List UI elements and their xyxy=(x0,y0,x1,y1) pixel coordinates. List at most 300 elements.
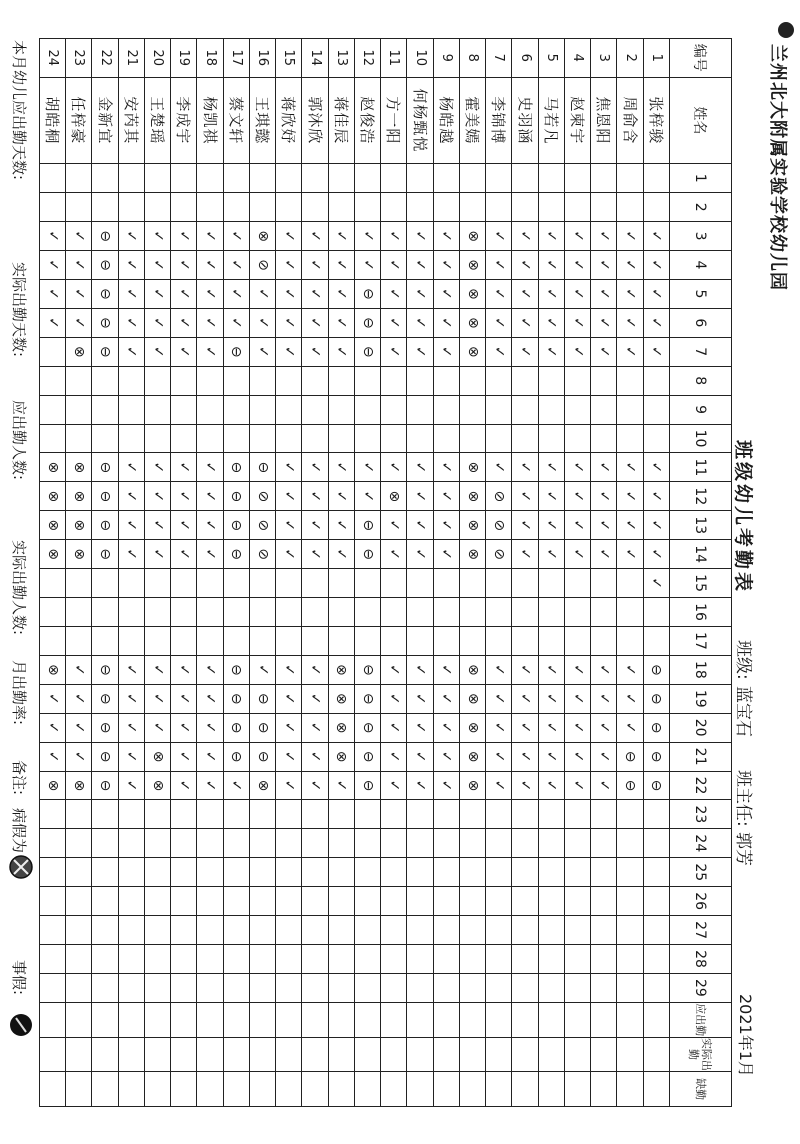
attendance-mark: ✓ xyxy=(275,539,302,569)
attendance-mark xyxy=(459,886,486,916)
attendance-mark xyxy=(92,828,119,858)
attendance-mark: ✓ xyxy=(407,279,434,309)
attendance-mark: ✓ xyxy=(643,510,670,540)
attendance-mark xyxy=(407,944,434,974)
attendance-mark xyxy=(643,973,670,1003)
child-name: 金新宜 xyxy=(92,77,119,165)
attendance-mark xyxy=(39,886,66,916)
attendance-mark xyxy=(328,915,355,945)
attendance-mark xyxy=(590,944,617,974)
attendance-mark xyxy=(433,395,460,425)
attendance-mark: ✓ xyxy=(407,655,434,685)
attendance-mark xyxy=(302,828,329,858)
attendance-mark xyxy=(354,192,381,222)
attendance-mark xyxy=(564,597,591,627)
attendance-mark: ✓ xyxy=(433,539,460,569)
attendance-mark xyxy=(249,857,276,887)
attendance-mark xyxy=(197,395,224,425)
attendance-mark: ✓ xyxy=(197,452,224,482)
attendance-mark xyxy=(249,366,276,396)
child-name: 郭沐欣 xyxy=(302,77,329,165)
attendance-mark: ✓ xyxy=(407,452,434,482)
attendance-mark: ✓ xyxy=(275,481,302,511)
summary-cell xyxy=(564,1037,591,1073)
attendance-mark: ✓ xyxy=(617,481,644,511)
attendance-mark: ✓ xyxy=(643,221,670,251)
attendance-mark: ✓ xyxy=(590,221,617,251)
attendance-mark xyxy=(275,626,302,656)
attendance-mark: ✓ xyxy=(538,684,565,714)
summary-cell xyxy=(512,1037,539,1073)
attendance-mark xyxy=(65,192,92,222)
attendance-mark: ✓ xyxy=(538,452,565,482)
attendance-mark xyxy=(459,857,486,887)
attendance-mark: ⊖ xyxy=(92,221,119,251)
attendance-mark: ⊖ xyxy=(354,279,381,309)
attendance-mark xyxy=(643,366,670,396)
attendance-mark xyxy=(328,163,355,193)
attendance-mark: ✓ xyxy=(144,481,171,511)
attendance-mark xyxy=(118,828,145,858)
attendance-mark xyxy=(485,192,512,222)
attendance-mark xyxy=(65,597,92,627)
attendance-mark xyxy=(590,828,617,858)
attendance-mark: ✓ xyxy=(144,539,171,569)
child-name: 蒋佳辰 xyxy=(328,77,355,165)
attendance-mark xyxy=(328,568,355,598)
attendance-mark xyxy=(275,799,302,829)
attendance-mark xyxy=(302,799,329,829)
attendance-mark xyxy=(249,973,276,1003)
col-header-day: 12 xyxy=(669,481,732,511)
attendance-mark xyxy=(170,192,197,222)
attendance-mark: ✓ xyxy=(118,684,145,714)
attendance-mark: ✓ xyxy=(433,337,460,367)
attendance-mark xyxy=(197,424,224,454)
attendance-mark: ⊗ xyxy=(65,481,92,511)
attendance-mark xyxy=(433,857,460,887)
summary-cell xyxy=(328,1037,355,1073)
summary-cell xyxy=(512,1071,539,1107)
attendance-mark xyxy=(197,799,224,829)
attendance-mark xyxy=(197,944,224,974)
attendance-mark: ⊖ xyxy=(223,452,250,482)
col-header-day: 25 xyxy=(669,857,732,887)
attendance-mark xyxy=(275,366,302,396)
col-header-day: 20 xyxy=(669,713,732,743)
attendance-mark: ✓ xyxy=(144,250,171,280)
attendance-mark xyxy=(328,192,355,222)
attendance-mark: ✓ xyxy=(144,337,171,367)
summary-cell xyxy=(485,1002,512,1038)
attendance-mark xyxy=(617,915,644,945)
attendance-mark xyxy=(407,915,434,945)
attendance-mark: ✓ xyxy=(170,655,197,685)
attendance-mark xyxy=(223,424,250,454)
summary-cell xyxy=(564,1002,591,1038)
row-number: 6 xyxy=(512,38,539,78)
attendance-mark: ⊗ xyxy=(380,481,407,511)
summary-cell xyxy=(144,1037,171,1073)
attendance-mark: ✓ xyxy=(407,481,434,511)
attendance-mark: ⊗ xyxy=(39,655,66,685)
attendance-mark xyxy=(380,424,407,454)
attendance-mark xyxy=(433,163,460,193)
attendance-mark xyxy=(197,915,224,945)
attendance-mark xyxy=(538,626,565,656)
attendance-mark xyxy=(354,568,381,598)
attendance-mark xyxy=(39,192,66,222)
attendance-mark xyxy=(144,597,171,627)
attendance-mark xyxy=(643,424,670,454)
row-number: 17 xyxy=(223,38,250,78)
attendance-mark: ✓ xyxy=(39,250,66,280)
attendance-mark xyxy=(433,799,460,829)
attendance-mark: ✓ xyxy=(328,539,355,569)
attendance-mark xyxy=(564,828,591,858)
attendance-mark xyxy=(459,163,486,193)
attendance-mark: ⊘ xyxy=(485,510,512,540)
attendance-mark: ✓ xyxy=(407,337,434,367)
attendance-mark: ✓ xyxy=(144,713,171,743)
attendance-mark xyxy=(92,857,119,887)
attendance-mark xyxy=(302,944,329,974)
attendance-mark: ✓ xyxy=(118,452,145,482)
attendance-mark: ✓ xyxy=(512,539,539,569)
attendance-mark: ⊖ xyxy=(92,250,119,280)
attendance-mark xyxy=(170,799,197,829)
attendance-mark xyxy=(380,944,407,974)
attendance-mark xyxy=(590,597,617,627)
attendance-mark: ⊖ xyxy=(249,452,276,482)
attendance-mark: ✓ xyxy=(538,337,565,367)
attendance-mark xyxy=(118,424,145,454)
attendance-mark xyxy=(65,799,92,829)
attendance-mark: ✓ xyxy=(170,221,197,251)
attendance-mark xyxy=(223,163,250,193)
attendance-mark: ✓ xyxy=(197,250,224,280)
attendance-mark: ✓ xyxy=(170,771,197,801)
attendance-mark xyxy=(485,163,512,193)
attendance-mark: ✓ xyxy=(617,337,644,367)
attendance-mark xyxy=(564,857,591,887)
attendance-mark xyxy=(39,337,66,367)
attendance-mark: ⊖ xyxy=(354,684,381,714)
col-header-day: 28 xyxy=(669,944,732,974)
attendance-mark: ✓ xyxy=(433,742,460,772)
attendance-mark xyxy=(144,915,171,945)
attendance-mark: ⊖ xyxy=(92,684,119,714)
attendance-mark xyxy=(407,973,434,1003)
attendance-mark xyxy=(590,915,617,945)
attendance-mark xyxy=(354,626,381,656)
attendance-mark xyxy=(564,568,591,598)
attendance-mark: ✓ xyxy=(433,308,460,338)
attendance-mark xyxy=(617,626,644,656)
attendance-mark: ✓ xyxy=(328,771,355,801)
summary-cell xyxy=(590,1071,617,1107)
attendance-mark: ✓ xyxy=(485,221,512,251)
attendance-mark: ✓ xyxy=(197,742,224,772)
attendance-mark: ✓ xyxy=(65,742,92,772)
row-number: 20 xyxy=(144,38,171,78)
attendance-mark: ✓ xyxy=(223,771,250,801)
attendance-mark: ✓ xyxy=(590,771,617,801)
attendance-mark xyxy=(275,597,302,627)
attendance-mark xyxy=(65,915,92,945)
attendance-mark: ✓ xyxy=(380,250,407,280)
col-header-day: 27 xyxy=(669,915,732,945)
attendance-mark: ✓ xyxy=(512,250,539,280)
attendance-mark xyxy=(223,944,250,974)
attendance-mark xyxy=(459,395,486,425)
attendance-mark xyxy=(223,366,250,396)
attendance-mark xyxy=(564,973,591,1003)
summary-cell xyxy=(118,1071,145,1107)
attendance-mark xyxy=(144,366,171,396)
attendance-mark xyxy=(643,857,670,887)
attendance-mark: ✓ xyxy=(197,481,224,511)
attendance-mark xyxy=(433,597,460,627)
attendance-mark: ⊖ xyxy=(643,742,670,772)
attendance-mark xyxy=(144,626,171,656)
attendance-mark xyxy=(512,366,539,396)
attendance-mark xyxy=(538,395,565,425)
attendance-mark: ✓ xyxy=(590,742,617,772)
child-name: 周俞含 xyxy=(617,77,644,165)
attendance-mark: ✓ xyxy=(590,481,617,511)
summary-cell xyxy=(459,1037,486,1073)
attendance-mark xyxy=(459,828,486,858)
attendance-mark xyxy=(380,799,407,829)
row-number: 11 xyxy=(380,38,407,78)
attendance-mark xyxy=(249,944,276,974)
attendance-mark: ✓ xyxy=(39,308,66,338)
attendance-mark: ⊖ xyxy=(643,713,670,743)
attendance-mark xyxy=(197,597,224,627)
attendance-mark: ✓ xyxy=(328,221,355,251)
summary-cell xyxy=(459,1071,486,1107)
attendance-mark xyxy=(197,973,224,1003)
attendance-mark: ✓ xyxy=(643,452,670,482)
attendance-mark xyxy=(223,192,250,222)
attendance-mark xyxy=(65,366,92,396)
attendance-mark xyxy=(485,828,512,858)
attendance-mark: ✓ xyxy=(275,713,302,743)
attendance-mark: ✓ xyxy=(407,250,434,280)
attendance-mark xyxy=(485,799,512,829)
attendance-mark: ✓ xyxy=(144,684,171,714)
attendance-mark xyxy=(564,799,591,829)
attendance-mark: ✓ xyxy=(65,713,92,743)
attendance-mark: ⊗ xyxy=(39,481,66,511)
attendance-mark: ✓ xyxy=(302,510,329,540)
summary-cell xyxy=(144,1071,171,1107)
attendance-mark: ⊖ xyxy=(617,742,644,772)
attendance-mark: ✓ xyxy=(223,308,250,338)
child-name: 何杨甄悦 xyxy=(407,77,434,165)
attendance-mark: ✓ xyxy=(275,250,302,280)
attendance-mark: ⊖ xyxy=(354,655,381,685)
attendance-mark: ✓ xyxy=(407,742,434,772)
filled-slash-circle-icon xyxy=(8,1012,34,1038)
attendance-mark xyxy=(617,163,644,193)
attendance-mark xyxy=(590,568,617,598)
col-header-day: 18 xyxy=(669,655,732,685)
attendance-mark xyxy=(407,163,434,193)
attendance-mark: ✓ xyxy=(407,713,434,743)
attendance-mark xyxy=(118,857,145,887)
attendance-mark xyxy=(407,886,434,916)
attendance-mark xyxy=(39,626,66,656)
attendance-mark xyxy=(197,886,224,916)
summary-cell xyxy=(144,1002,171,1038)
attendance-mark xyxy=(617,424,644,454)
attendance-mark: ✓ xyxy=(170,279,197,309)
summary-cell xyxy=(118,1002,145,1038)
attendance-mark: ⊖ xyxy=(354,742,381,772)
teacher-name: 郭芳 xyxy=(733,832,753,866)
attendance-mark: ✓ xyxy=(197,221,224,251)
attendance-mark xyxy=(617,799,644,829)
attendance-mark: ⊗ xyxy=(459,684,486,714)
attendance-mark: ✓ xyxy=(380,539,407,569)
attendance-mark xyxy=(354,799,381,829)
attendance-mark: ⊗ xyxy=(459,308,486,338)
attendance-mark: ✓ xyxy=(197,655,224,685)
attendance-mark: ⊖ xyxy=(249,713,276,743)
attendance-mark: ✓ xyxy=(590,510,617,540)
attendance-mark xyxy=(170,424,197,454)
attendance-mark xyxy=(249,828,276,858)
row-number: 2 xyxy=(617,38,644,78)
attendance-mark: ✓ xyxy=(564,337,591,367)
attendance-mark xyxy=(538,915,565,945)
summary-cell xyxy=(275,1002,302,1038)
attendance-mark xyxy=(65,857,92,887)
attendance-mark xyxy=(643,799,670,829)
attendance-mark xyxy=(380,163,407,193)
attendance-mark: ✓ xyxy=(380,713,407,743)
attendance-mark xyxy=(92,799,119,829)
attendance-mark: ✓ xyxy=(643,337,670,367)
attendance-mark xyxy=(144,192,171,222)
attendance-mark xyxy=(538,192,565,222)
attendance-mark: ✓ xyxy=(512,684,539,714)
attendance-mark xyxy=(590,886,617,916)
attendance-mark xyxy=(39,857,66,887)
attendance-mark xyxy=(328,597,355,627)
attendance-mark xyxy=(249,192,276,222)
attendance-mark xyxy=(380,915,407,945)
attendance-mark xyxy=(92,395,119,425)
row-number: 8 xyxy=(459,38,486,78)
summary-cell xyxy=(512,1002,539,1038)
summary-cell xyxy=(197,1037,224,1073)
attendance-mark xyxy=(275,973,302,1003)
attendance-mark xyxy=(275,424,302,454)
attendance-mark xyxy=(92,626,119,656)
attendance-mark xyxy=(590,424,617,454)
attendance-mark xyxy=(144,944,171,974)
attendance-mark xyxy=(118,597,145,627)
attendance-mark xyxy=(144,973,171,1003)
attendance-mark xyxy=(144,857,171,887)
attendance-mark: ✓ xyxy=(643,308,670,338)
attendance-mark xyxy=(407,192,434,222)
attendance-mark: ⊖ xyxy=(92,655,119,685)
attendance-mark xyxy=(39,828,66,858)
attendance-mark: ⊗ xyxy=(459,337,486,367)
attendance-mark: ⊗ xyxy=(459,221,486,251)
attendance-mark: ✓ xyxy=(617,279,644,309)
attendance-mark: ✓ xyxy=(170,539,197,569)
attendance-mark: ✓ xyxy=(380,308,407,338)
attendance-mark xyxy=(538,163,565,193)
attendance-mark: ✓ xyxy=(328,452,355,482)
row-number: 1 xyxy=(643,38,670,78)
attendance-mark xyxy=(433,973,460,1003)
attendance-mark xyxy=(643,886,670,916)
attendance-mark xyxy=(302,915,329,945)
attendance-mark: ✓ xyxy=(302,742,329,772)
attendance-mark xyxy=(512,857,539,887)
attendance-mark: ✓ xyxy=(538,771,565,801)
attendance-mark xyxy=(407,828,434,858)
attendance-mark xyxy=(354,915,381,945)
attendance-mark: ⊗ xyxy=(459,250,486,280)
attendance-mark: ⊖ xyxy=(643,655,670,685)
attendance-mark xyxy=(144,395,171,425)
summary-cell xyxy=(459,1002,486,1038)
col-header-day: 8 xyxy=(669,366,732,396)
attendance-mark xyxy=(380,626,407,656)
attendance-mark xyxy=(65,568,92,598)
attendance-mark: ✓ xyxy=(538,510,565,540)
attendance-mark: ✓ xyxy=(538,742,565,772)
attendance-mark xyxy=(275,395,302,425)
attendance-mark xyxy=(223,886,250,916)
attendance-mark xyxy=(39,163,66,193)
attendance-mark xyxy=(302,626,329,656)
col-header-day: 9 xyxy=(669,395,732,425)
attendance-mark: ⊗ xyxy=(144,742,171,772)
attendance-mark: ⊖ xyxy=(643,771,670,801)
attendance-mark xyxy=(39,973,66,1003)
attendance-mark: ✓ xyxy=(118,539,145,569)
attendance-mark: ✓ xyxy=(407,539,434,569)
sick-leave-label: 病假为 xyxy=(10,808,28,854)
attendance-mark xyxy=(380,568,407,598)
attendance-mark: ✓ xyxy=(433,655,460,685)
attendance-mark: ⊘ xyxy=(485,539,512,569)
attendance-mark: ✓ xyxy=(249,655,276,685)
summary-cell xyxy=(617,1037,644,1073)
attendance-mark xyxy=(433,828,460,858)
attendance-mark: ✓ xyxy=(617,684,644,714)
col-header-day: 19 xyxy=(669,684,732,714)
attendance-mark: ✓ xyxy=(380,279,407,309)
col-header-summary: 缺勤 xyxy=(669,1071,732,1107)
attendance-mark: ⊗ xyxy=(328,742,355,772)
attendance-mark: ✓ xyxy=(302,308,329,338)
attendance-mark xyxy=(459,568,486,598)
attendance-mark: ⊖ xyxy=(92,308,119,338)
attendance-mark: ✓ xyxy=(328,279,355,309)
attendance-mark xyxy=(617,395,644,425)
attendance-mark: ✓ xyxy=(275,279,302,309)
summary-cell xyxy=(380,1071,407,1107)
